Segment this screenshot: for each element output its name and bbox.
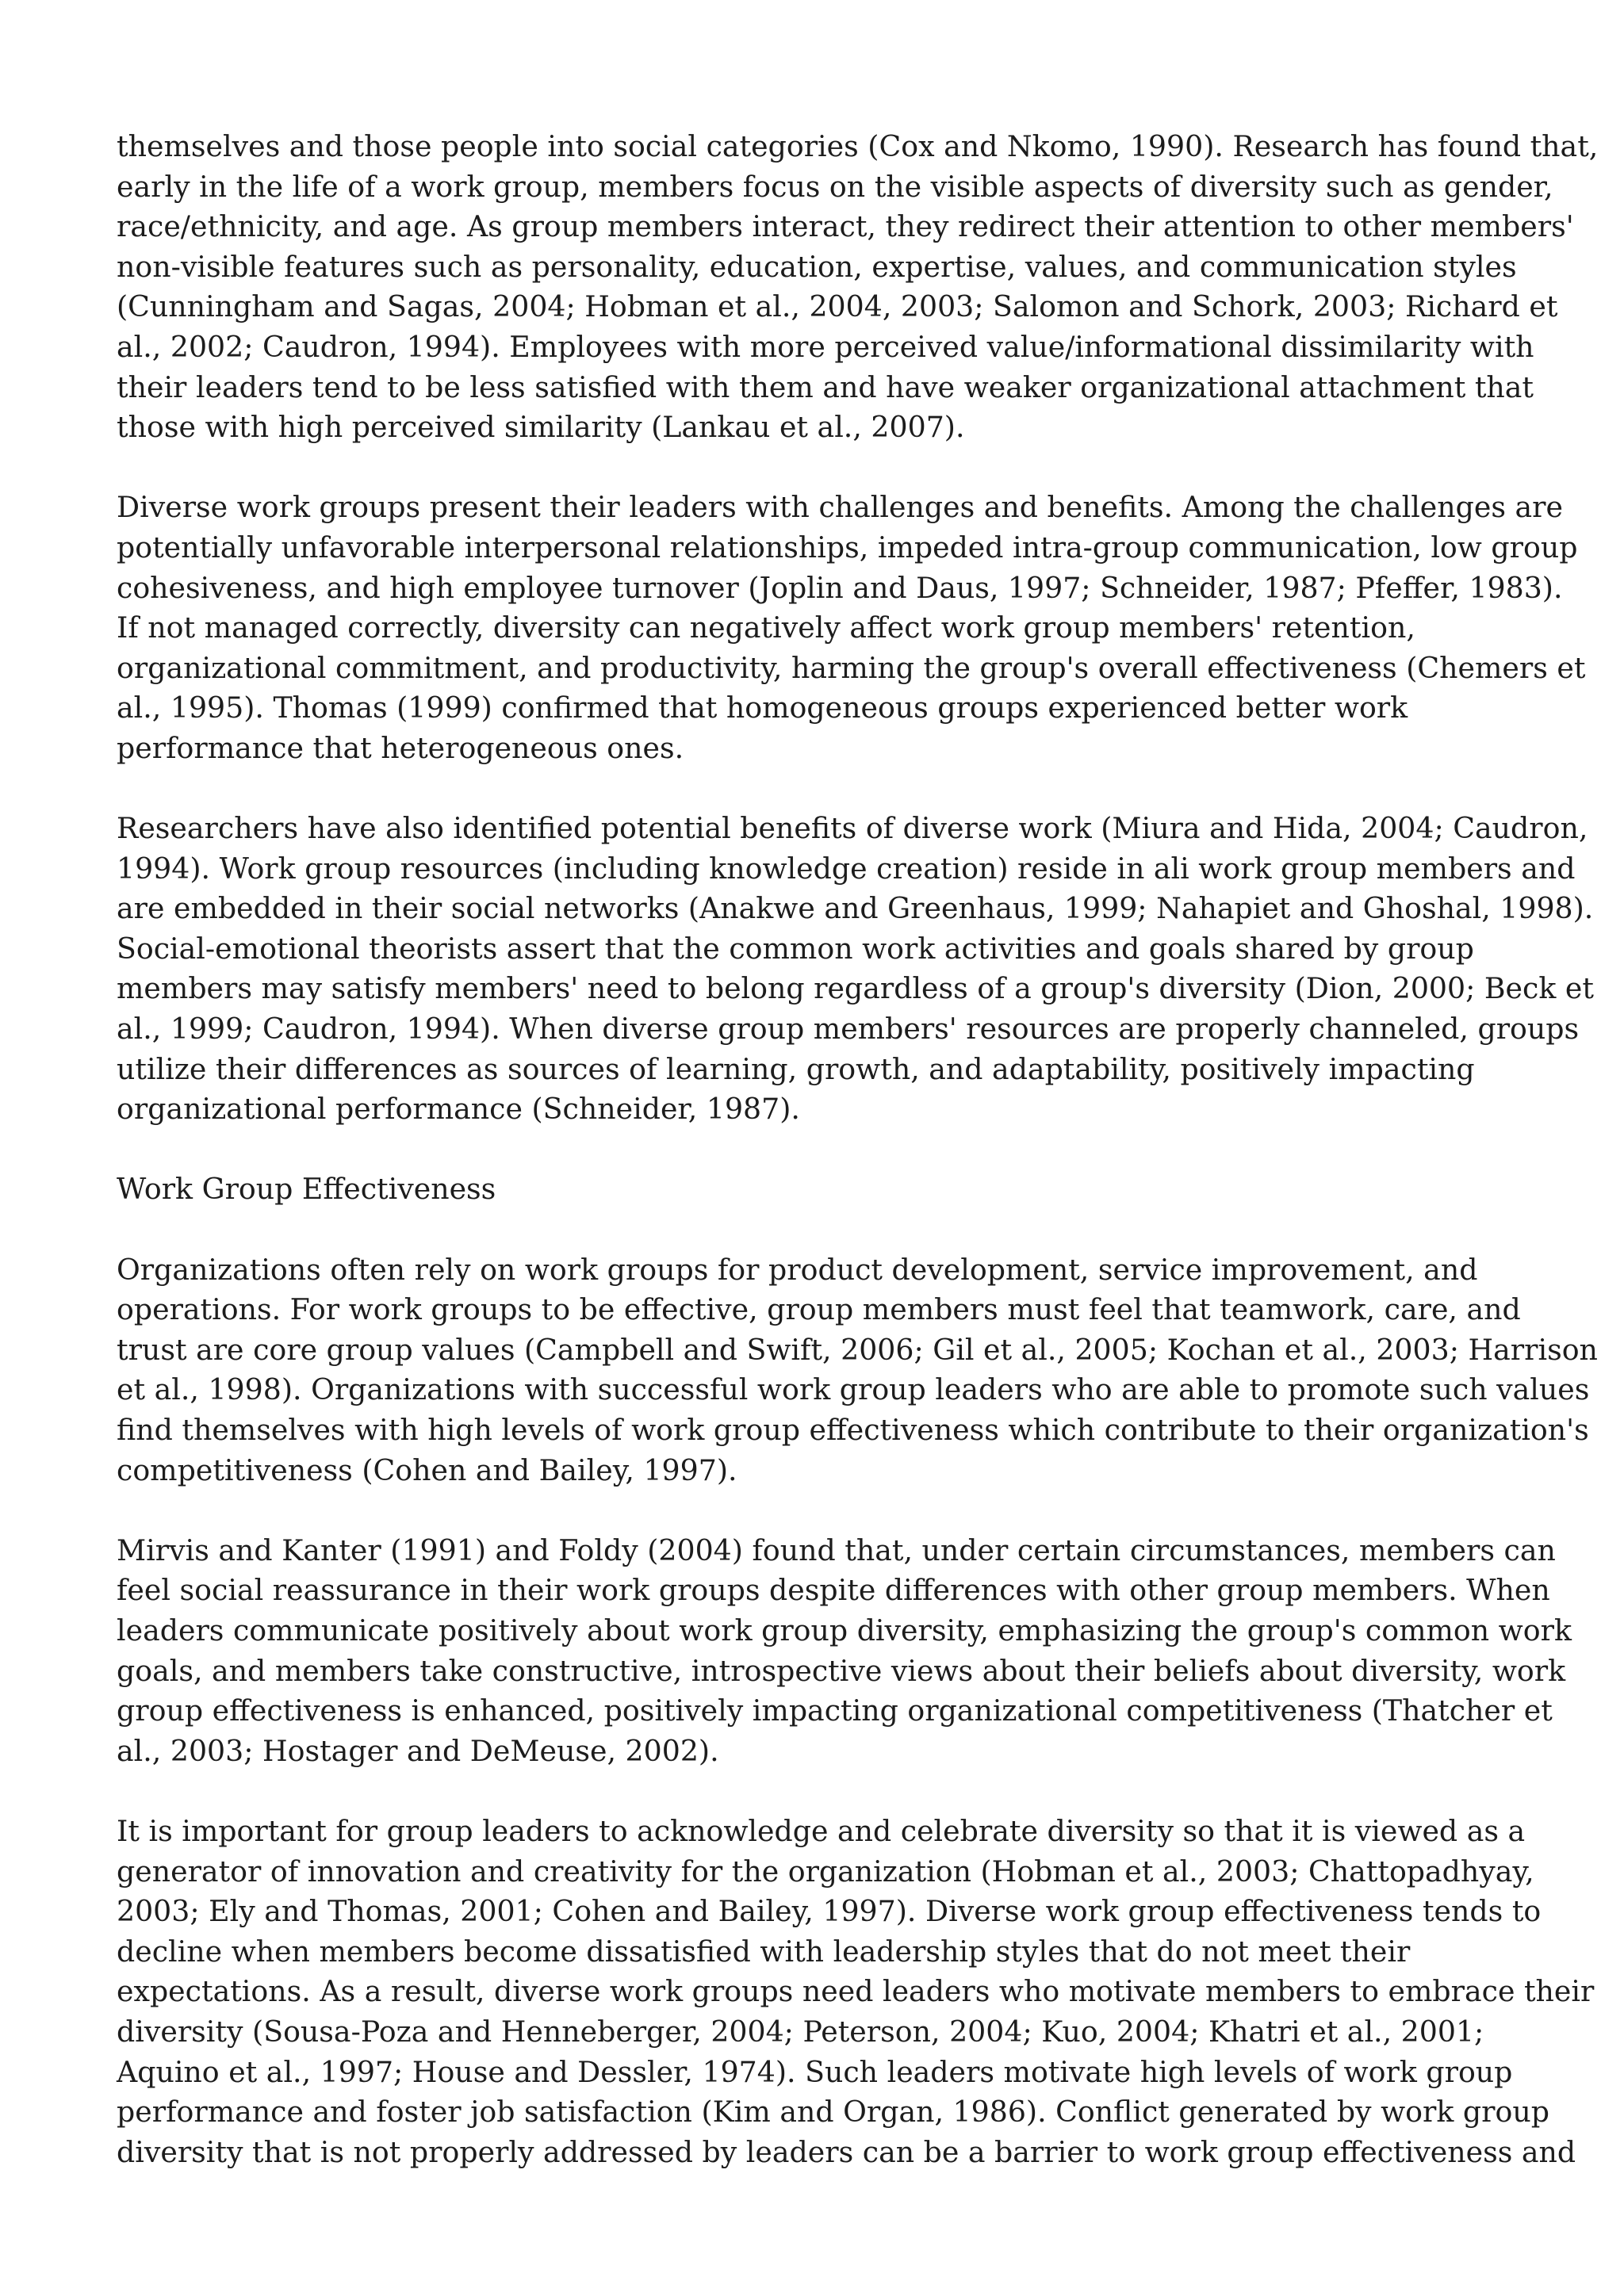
text-line: potentially unfavorable interpersonal relationships, impeded intra-group communication, low group	[117, 530, 1578, 564]
text-line: are embedded in their social networks (Anakwe and Greenhaus, 1999; Nahapiet and Ghoshal, 1998).	[117, 891, 1594, 926]
text-line: themselves and those people into social categories (Cox and Nkomo, 1990). Research has found that,	[117, 129, 1599, 163]
text-line: It is important for group leaders to acknowledge and celebrate diversity so that it is viewed as a	[117, 1813, 1526, 1848]
text-line: al., 1995). Thomas (1999) confirmed that homogeneous groups experienced better work	[117, 691, 1408, 725]
paragraph-4	[117, 1250, 1598, 1491]
text-line: et al., 1998). Organizations with successful work group leaders who are able to promote such values	[117, 1372, 1590, 1407]
text-line: leaders communicate positively about work group diversity, emphasizing the group's common work	[117, 1613, 1572, 1647]
text-line: goals, and members take constructive, introspective views about their beliefs about diversity, work	[117, 1653, 1566, 1688]
paragraph-2	[117, 488, 1586, 768]
text-line: generator of innovation and creativity for the organization (Hobman et al., 2003; Chattopadhyay,	[117, 1854, 1534, 1888]
text-line: group effectiveness is enhanced, positively impacting organizational competitiveness (Thatcher et	[117, 1693, 1553, 1728]
text-line: their leaders tend to be less satisfied with them and have weaker organizational attachment that	[117, 369, 1534, 404]
text-line: 1994). Work group resources (including knowledge creation) reside in ali work group members and	[117, 851, 1576, 886]
text-line: expectations. As a result, diverse work groups need leaders who motivate members to embrace their	[117, 1974, 1595, 2009]
text-line: non-visible features such as personality, education, expertise, values, and communication styles	[117, 249, 1517, 284]
text-line: members may satisfy members' need to belong regardless of a group's diversity (Dion, 2000; Beck et	[117, 971, 1594, 1006]
text-line: Mirvis and Kanter (1991) and Foldy (2004) found that, under certain circumstances, members can	[117, 1533, 1556, 1567]
text-line: Social-emotional theorists assert that the common work activities and goals shared by group	[117, 931, 1474, 966]
text-line: Aquino et al., 1997; House and Dessler, 1974). Such leaders motivate high levels of work group	[117, 2054, 1513, 2089]
text-line: cohesiveness, and high employee turnover (Joplin and Daus, 1997; Schneider, 1987; Pfeffer, 1983).	[117, 570, 1563, 605]
text-line: those with high perceived similarity (Lankau et al., 2007).	[117, 410, 965, 445]
section-heading: Work Group Effectiveness	[117, 1172, 496, 1207]
text-line: 2003; Ely and Thomas, 2001; Cohen and Bailey, 1997). Diverse work group effectiveness tends to	[117, 1894, 1542, 1929]
text-line: Organizations often rely on work groups for product development, service improvement, and	[117, 1252, 1478, 1287]
text-line: trust are core group values (Campbell and Swift, 2006; Gil et al., 2005; Kochan et al., 2003; Harrison	[117, 1332, 1598, 1367]
text-line: Researchers have also identified potential benefits of diverse work (Miura and Hida, 2004; Caudron,	[117, 811, 1588, 846]
text-line: (Cunningham and Sagas, 2004; Hobman et al., 2004, 2003; Salomon and Schork, 2003; Richard et	[117, 289, 1558, 324]
text-line: early in the life of a work group, members focus on the visible aspects of diversity such as gender,	[117, 169, 1553, 204]
text-line: al., 2002; Caudron, 1994). Employees with more perceived value/informational dissimilarity with	[117, 329, 1534, 364]
text-line: diversity (Sousa-Poza and Henneberger, 2004; Peterson, 2004; Kuo, 2004; Khatri et al., 2001;	[117, 2014, 1484, 2049]
paragraph-6	[117, 1812, 1595, 2172]
text-line: diversity that is not properly addressed by leaders can be a barrier to work group effectiveness and	[117, 2134, 1576, 2169]
text-line: organizational performance (Schneider, 1987).	[117, 1092, 800, 1127]
text-line: If not managed correctly, diversity can negatively affect work group members' retention,	[117, 610, 1415, 645]
text-line: feel social reassurance in their work groups despite differences with other group members. When	[117, 1573, 1550, 1608]
paragraph-5	[117, 1531, 1572, 1772]
text-line: organizational commitment, and productivity, harming the group's overall effectiveness (Chemers et	[117, 650, 1586, 685]
text-line: performance and foster job satisfaction (Kim and Organ, 1986). Conflict generated by work group	[117, 2095, 1549, 2130]
paragraph-3	[117, 809, 1594, 1130]
text-line: Diverse work groups present their leaders with challenges and benefits. Among the challenges are	[117, 490, 1564, 525]
document-page	[117, 127, 1599, 2213]
text-line: decline when members become dissatisfied with leadership styles that do not meet their	[117, 1934, 1411, 1969]
text-line: al., 2003; Hostager and DeMeuse, 2002).	[117, 1733, 719, 1768]
text-line: competitiveness (Cohen and Bailey, 1997).	[117, 1452, 737, 1487]
text-line: al., 1999; Caudron, 1994). When diverse group members' resources are properly channeled, groups	[117, 1012, 1580, 1047]
text-line: find themselves with high levels of work group effectiveness which contribute to their organization's	[117, 1413, 1589, 1447]
text-line: race/ethnicity, and age. As group members interact, they redirect their attention to other members'	[117, 209, 1574, 244]
text-line: utilize their differences as sources of learning, growth, and adaptability, positively impacting	[117, 1051, 1475, 1086]
text-line: operations. For work groups to be effective, group members must feel that teamwork, care, and	[117, 1292, 1521, 1327]
paragraph-1	[117, 127, 1599, 448]
text-line: performance that heterogeneous ones.	[117, 730, 684, 765]
